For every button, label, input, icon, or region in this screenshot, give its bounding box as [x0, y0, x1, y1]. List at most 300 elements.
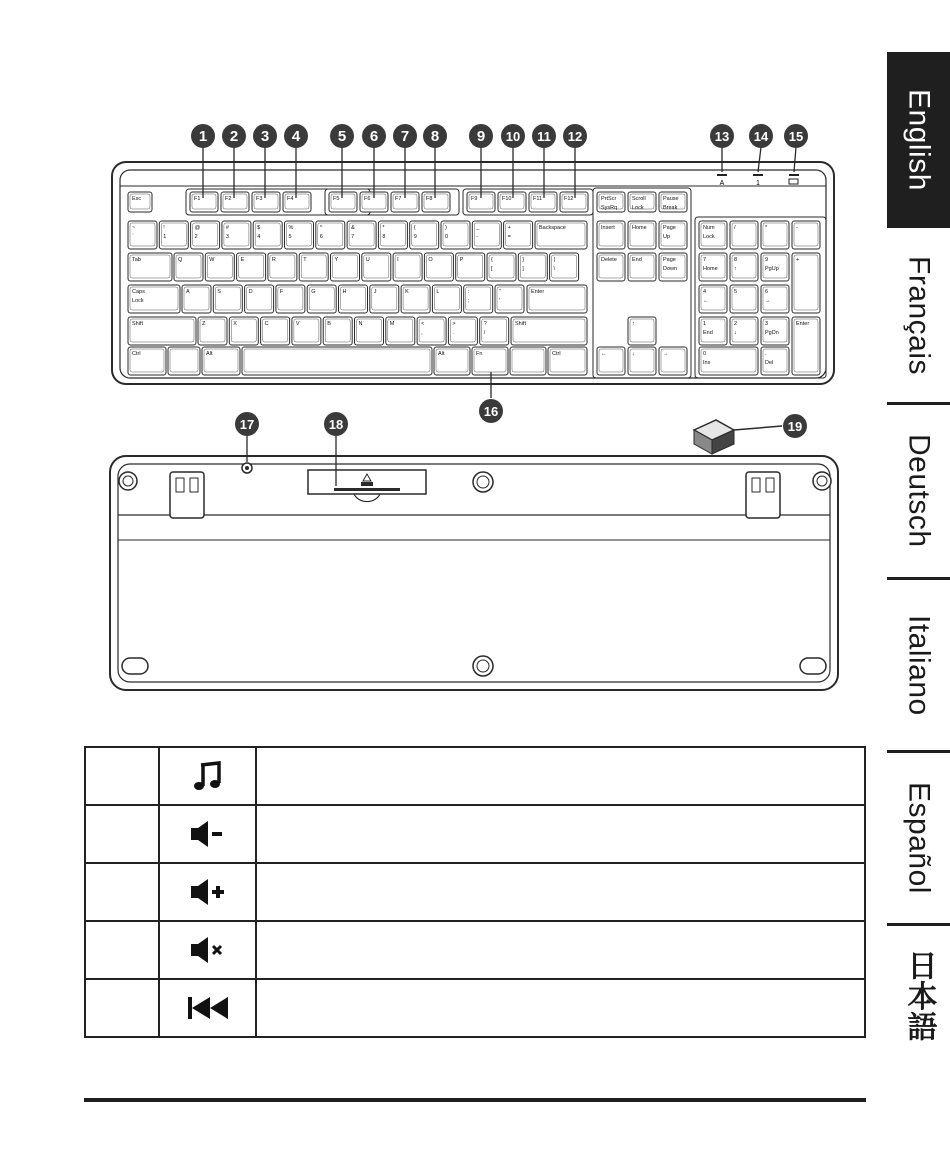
- table-row: [85, 747, 865, 805]
- key-space: [242, 347, 432, 375]
- key-bottom-alpha: [355, 317, 384, 345]
- key-page-down: [659, 253, 687, 281]
- lang-label: Español: [902, 782, 936, 894]
- key-bottom-alpha: [386, 317, 415, 345]
- table-cell-number: [85, 805, 159, 863]
- key-label: /: [483, 330, 486, 336]
- key-label: !: [163, 225, 165, 231]
- key-label: |: [553, 257, 556, 263]
- lang-tab-deutsch[interactable]: [887, 405, 950, 577]
- key-home-row: [495, 285, 524, 313]
- key-label: *: [382, 225, 385, 231]
- key-label: 3: [765, 321, 769, 327]
- key-label: 6: [765, 289, 769, 295]
- key-home-row: [370, 285, 399, 313]
- lang-tab-italiano[interactable]: [887, 580, 950, 750]
- key-f3: [252, 192, 280, 212]
- key-home-row: [432, 285, 461, 313]
- key-label: \: [553, 266, 556, 272]
- key-f5: [329, 192, 357, 212]
- key-backspace: [535, 221, 587, 249]
- callout-number: 19: [787, 419, 803, 434]
- callout-number: 12: [567, 129, 583, 144]
- volume-down-icon: [188, 819, 228, 849]
- key-label: E: [240, 257, 245, 263]
- key-label: ↓: [734, 330, 737, 336]
- key-label: Pause: [663, 196, 679, 202]
- key-label: ↑: [632, 321, 635, 327]
- key-label: F6: [364, 196, 371, 202]
- power-switch: [242, 463, 252, 473]
- key-label: F3: [256, 196, 263, 202]
- key-num-row: [410, 221, 439, 249]
- lang-label: Deutsch: [902, 434, 936, 548]
- callout-number: 9: [476, 128, 486, 145]
- callout-8: [423, 124, 447, 148]
- key-esc: [128, 192, 152, 212]
- key-4: [299, 253, 328, 281]
- key-num-row: [253, 221, 282, 249]
- callout-15: [784, 124, 808, 148]
- key-label: +: [796, 257, 800, 263]
- table-cell-description: [256, 805, 865, 863]
- key-label: PgUp: [765, 266, 779, 272]
- key-label: 9: [413, 234, 417, 240]
- lang-tab-japanese[interactable]: [887, 926, 950, 1066]
- key-label: ,: [421, 330, 423, 336]
- key-home-row: [276, 285, 305, 313]
- key-page-up: [659, 221, 687, 249]
- callout-19: [783, 414, 807, 438]
- table-cell-description: [256, 979, 865, 1037]
- key-label: ←: [601, 351, 607, 357]
- key-np-0: [699, 347, 758, 375]
- key-label: @: [194, 225, 201, 231]
- key-num-row: [316, 221, 345, 249]
- key-label: ): [445, 225, 447, 231]
- key-label: Q: [178, 257, 183, 263]
- callout-number: 4: [291, 128, 301, 145]
- lang-label: 日本語: [902, 950, 936, 1042]
- callout-number: 17: [239, 417, 255, 432]
- callout-number: 3: [260, 128, 270, 145]
- key-3: [268, 253, 297, 281]
- key-label: F5: [333, 196, 340, 202]
- bottom-rule: [84, 1098, 866, 1102]
- callout-2: [222, 124, 246, 148]
- key-label: →: [663, 351, 669, 357]
- table-cell-number: [85, 863, 159, 921]
- key-num-row: [472, 221, 501, 249]
- key-alt-right: [434, 347, 470, 375]
- key-label: 6: [319, 234, 323, 240]
- key-f8: [422, 192, 450, 212]
- callout-6: [362, 124, 386, 148]
- table-cell-number: [85, 747, 159, 805]
- key-label: Up: [663, 234, 671, 240]
- table-row: [85, 921, 865, 979]
- key-label: >: [452, 321, 456, 327]
- table-cell-number: [85, 979, 159, 1037]
- key-enter: [527, 285, 587, 313]
- key-home-row: [401, 285, 430, 313]
- key-label: F7: [395, 196, 402, 202]
- key-label: ↓: [632, 351, 635, 357]
- key-np-enter: [792, 317, 820, 375]
- key-label: B: [327, 321, 331, 327]
- callout-13: [710, 124, 734, 148]
- key-label: End: [632, 257, 642, 263]
- key-label: F8: [426, 196, 433, 202]
- key-np-minus: [792, 221, 820, 249]
- callout-12: [563, 124, 587, 148]
- key-label: *: [765, 225, 768, 231]
- key-label: D: [248, 289, 253, 295]
- key-f10: [498, 192, 526, 212]
- key-label: ^: [319, 225, 323, 231]
- callout-number: 8: [430, 128, 440, 145]
- key-num-row: [128, 221, 157, 249]
- key-label: Esc: [132, 196, 142, 202]
- key-label: ]: [522, 266, 524, 272]
- key-bottom-alpha: [292, 317, 321, 345]
- key-label: ~: [132, 225, 136, 231]
- key-label: ?: [483, 321, 487, 327]
- callout-11: [532, 124, 556, 148]
- key-10: [487, 253, 516, 281]
- key-label: P: [459, 257, 464, 263]
- callout-9: [469, 124, 493, 148]
- key-label: _: [476, 225, 480, 231]
- callout-10: [501, 124, 525, 148]
- key-label: 5: [288, 234, 292, 240]
- callout-number: 14: [753, 129, 769, 144]
- key-label: S: [217, 289, 221, 295]
- table-row: [85, 979, 865, 1037]
- key-numlock: [699, 221, 727, 249]
- key-label: Break: [663, 205, 678, 211]
- key-label: 8: [734, 257, 738, 263]
- key-label: `: [132, 234, 134, 240]
- key-f2: [221, 192, 249, 212]
- key-label: 5: [734, 289, 738, 295]
- key-label: 4: [703, 289, 707, 295]
- key-label: X: [233, 321, 237, 327]
- key-num-row: [159, 221, 188, 249]
- key-label: F2: [225, 196, 232, 202]
- key-label: [: [491, 266, 493, 272]
- callout-number: 5: [337, 128, 347, 145]
- key-label: Y: [334, 257, 339, 263]
- function-key-table: [84, 746, 866, 1038]
- table-cell-icon: [159, 979, 256, 1037]
- key-sys-1: [628, 192, 656, 212]
- key-label: }: [522, 257, 525, 263]
- callout-number: 6: [369, 128, 379, 145]
- key-label: M: [389, 321, 395, 327]
- volume-up-icon: [188, 877, 228, 907]
- lang-label: Italiano: [902, 614, 936, 716]
- callout-3: [253, 124, 277, 148]
- key-label: 2: [194, 234, 198, 240]
- key-f4: [283, 192, 311, 212]
- key-fn: [472, 347, 508, 375]
- key-sys-0: [597, 192, 625, 212]
- key-label: Home: [632, 225, 647, 231]
- key-arrow-up: [628, 317, 656, 345]
- callout-5: [330, 124, 354, 148]
- table-cell-icon: [159, 747, 256, 805]
- callout-number: 16: [483, 404, 499, 419]
- key-np-del: [761, 347, 789, 375]
- key-label: .: [452, 330, 454, 336]
- key-label: 2: [734, 321, 738, 327]
- key-label: K: [405, 289, 409, 295]
- key-home-row: [213, 285, 242, 313]
- key-delete: [597, 253, 625, 281]
- key-shift-left: [128, 317, 196, 345]
- key-np-4: [699, 285, 727, 313]
- key-label: 0: [703, 351, 707, 357]
- key-home-row: [307, 285, 336, 313]
- key-label: 0: [445, 234, 449, 240]
- key-label: A: [186, 289, 190, 295]
- previous-track-icon: [184, 993, 232, 1023]
- key-label: Backspace: [539, 225, 566, 231]
- lang-label: English: [902, 89, 936, 191]
- key-np-plus: [792, 253, 820, 313]
- caps-indicator-label: A: [719, 180, 725, 187]
- key-label: End: [703, 330, 713, 336]
- table-cell-icon: [159, 921, 256, 979]
- key-home-row: [182, 285, 211, 313]
- key-np-6: [761, 285, 789, 313]
- key-np-9: [761, 253, 789, 281]
- key-label: ': [499, 298, 501, 304]
- table-cell-description: [256, 921, 865, 979]
- key-bottom-alpha: [448, 317, 477, 345]
- key-label: F1: [194, 196, 201, 202]
- table-cell-number: [85, 921, 159, 979]
- key-label: Enter: [531, 289, 545, 295]
- key-label: Down: [663, 266, 678, 272]
- key-label: <: [421, 321, 425, 327]
- table-cell-description: [256, 863, 865, 921]
- key-label: C: [264, 321, 269, 327]
- key-label: PgDn: [765, 330, 779, 336]
- lang-tab-espanol[interactable]: [887, 753, 950, 923]
- key-label: Lock: [132, 298, 144, 304]
- key-home: [628, 221, 656, 249]
- key-label: Lock: [632, 205, 644, 211]
- key-bottom-alpha: [480, 317, 509, 345]
- callout-number: 18: [328, 417, 344, 432]
- key-7: [393, 253, 422, 281]
- key-np-multiply: [761, 221, 789, 249]
- key-label: H: [342, 289, 347, 295]
- key-label: →: [765, 298, 771, 304]
- key-f1: [190, 192, 218, 212]
- key-tab: [128, 253, 172, 281]
- key-label: Alt: [438, 351, 445, 357]
- key-np-3: [761, 317, 789, 345]
- key-num-row: [378, 221, 407, 249]
- key-label: Shift: [132, 321, 144, 327]
- key-label: {: [491, 257, 493, 263]
- keyboard-bottom-view: [110, 456, 838, 690]
- key-label: I: [397, 257, 399, 263]
- key-label: F9: [471, 196, 478, 202]
- key-label: Delete: [601, 257, 617, 263]
- key-label: ": [499, 289, 501, 295]
- key-label: 8: [382, 234, 386, 240]
- key-label: F4: [287, 196, 294, 202]
- key-label: 7: [351, 234, 355, 240]
- key-bottom-alpha: [323, 317, 352, 345]
- num-indicator-label: 1: [756, 180, 760, 187]
- key-arrow-right: [659, 347, 687, 375]
- callout-7: [393, 124, 417, 148]
- key-label: ;: [467, 298, 470, 304]
- tilt-leg-right: [746, 472, 780, 518]
- key-label: R: [271, 257, 276, 263]
- keyboard-top-view: [112, 162, 834, 384]
- key-label: Insert: [601, 225, 615, 231]
- key-8: [424, 253, 453, 281]
- key-label: F11: [533, 196, 543, 202]
- key-f11: [529, 192, 557, 212]
- key-np-8: [730, 253, 758, 281]
- key-label: Alt: [206, 351, 213, 357]
- key-label: %: [288, 225, 294, 231]
- key-9: [456, 253, 485, 281]
- key-shift-right: [511, 317, 587, 345]
- key-menu: [510, 347, 546, 375]
- key-bottom-alpha: [417, 317, 446, 345]
- table-row: [85, 863, 865, 921]
- key-label: Ctrl: [552, 351, 561, 357]
- key-bottom-alpha: [261, 317, 290, 345]
- key-label: F12: [564, 196, 574, 202]
- key-label: Tab: [132, 257, 141, 263]
- key-label: ↑: [734, 266, 737, 272]
- key-label: G: [311, 289, 316, 295]
- key-label: Page: [663, 257, 676, 263]
- key-label: T: [303, 257, 307, 263]
- callout-number: 13: [714, 129, 730, 144]
- key-num-row: [347, 221, 376, 249]
- key-6: [362, 253, 391, 281]
- key-arrow-down: [628, 347, 656, 375]
- key-label: J: [373, 289, 377, 295]
- callout-4: [284, 124, 308, 148]
- key-np-5: [730, 285, 758, 313]
- key-label: U: [365, 257, 370, 263]
- lang-tab-english[interactable]: [887, 52, 950, 228]
- callout-number: 2: [229, 128, 239, 145]
- key-windows: [168, 347, 200, 375]
- key-0: [174, 253, 203, 281]
- key-label: F10: [502, 196, 512, 202]
- key-label: Home: [703, 266, 718, 272]
- key-label: Fn: [476, 351, 483, 357]
- key-label: N: [358, 321, 363, 327]
- key-num-row: [222, 221, 251, 249]
- key-label: Enter: [796, 321, 810, 327]
- callout-number: 7: [400, 128, 410, 145]
- key-label: .: [765, 351, 767, 357]
- key-label: Num: [703, 225, 715, 231]
- callout-number: 10: [505, 129, 521, 144]
- key-label: ←: [703, 298, 709, 304]
- key-label: 3: [225, 234, 229, 240]
- key-label: 9: [765, 257, 769, 263]
- key-np-1: [699, 317, 727, 345]
- key-1: [205, 253, 234, 281]
- key-label: W: [209, 257, 215, 263]
- key-label: 1: [703, 321, 707, 327]
- key-num-row: [285, 221, 314, 249]
- key-sys-2: [659, 192, 687, 212]
- key-2: [237, 253, 266, 281]
- table-cell-icon: [159, 863, 256, 921]
- key-label: 1: [163, 234, 167, 240]
- key-label: Page: [663, 225, 676, 231]
- key-label: Scroll: [632, 196, 646, 202]
- key-np-2: [730, 317, 758, 345]
- key-label: 4: [257, 234, 261, 240]
- key-label: (: [413, 225, 416, 231]
- callout-16: [479, 399, 503, 423]
- callout-1: [191, 124, 215, 148]
- key-label: O: [428, 257, 433, 263]
- callout-17: [235, 412, 259, 436]
- key-label: -: [476, 234, 479, 240]
- key-label: :: [467, 289, 470, 295]
- key-label: Del: [765, 360, 774, 366]
- key-home-row: [339, 285, 368, 313]
- key-5: [331, 253, 360, 281]
- key-num-row: [441, 221, 470, 249]
- table-cell-icon: [159, 805, 256, 863]
- key-label: SysRq: [601, 205, 618, 211]
- music-note-icon: [191, 759, 225, 793]
- key-bottom-alpha: [198, 317, 227, 345]
- key-label: F: [279, 289, 284, 295]
- key-label: Ins: [703, 360, 711, 366]
- key-label: Lock: [703, 234, 715, 240]
- key-11: [518, 253, 547, 281]
- key-ctrl-right: [548, 347, 587, 375]
- tilt-leg-left: [170, 472, 204, 518]
- key-np-divide: [730, 221, 758, 249]
- key-ctrl-left: [128, 347, 166, 375]
- mute-icon: [188, 935, 228, 965]
- key-label: L: [436, 289, 440, 295]
- lang-tab-francais[interactable]: [887, 230, 950, 402]
- key-label: $: [257, 225, 261, 231]
- callout-14: [749, 124, 773, 148]
- usb-receiver: [694, 420, 782, 454]
- key-label: Shift: [515, 321, 527, 327]
- key-bottom-alpha: [229, 317, 258, 345]
- key-end: [628, 253, 656, 281]
- key-label: 7: [703, 257, 707, 263]
- callout-number: 1: [198, 128, 208, 145]
- key-label: PrtScr: [601, 196, 617, 202]
- callout-number: 11: [537, 129, 551, 144]
- key-label: -: [796, 225, 798, 231]
